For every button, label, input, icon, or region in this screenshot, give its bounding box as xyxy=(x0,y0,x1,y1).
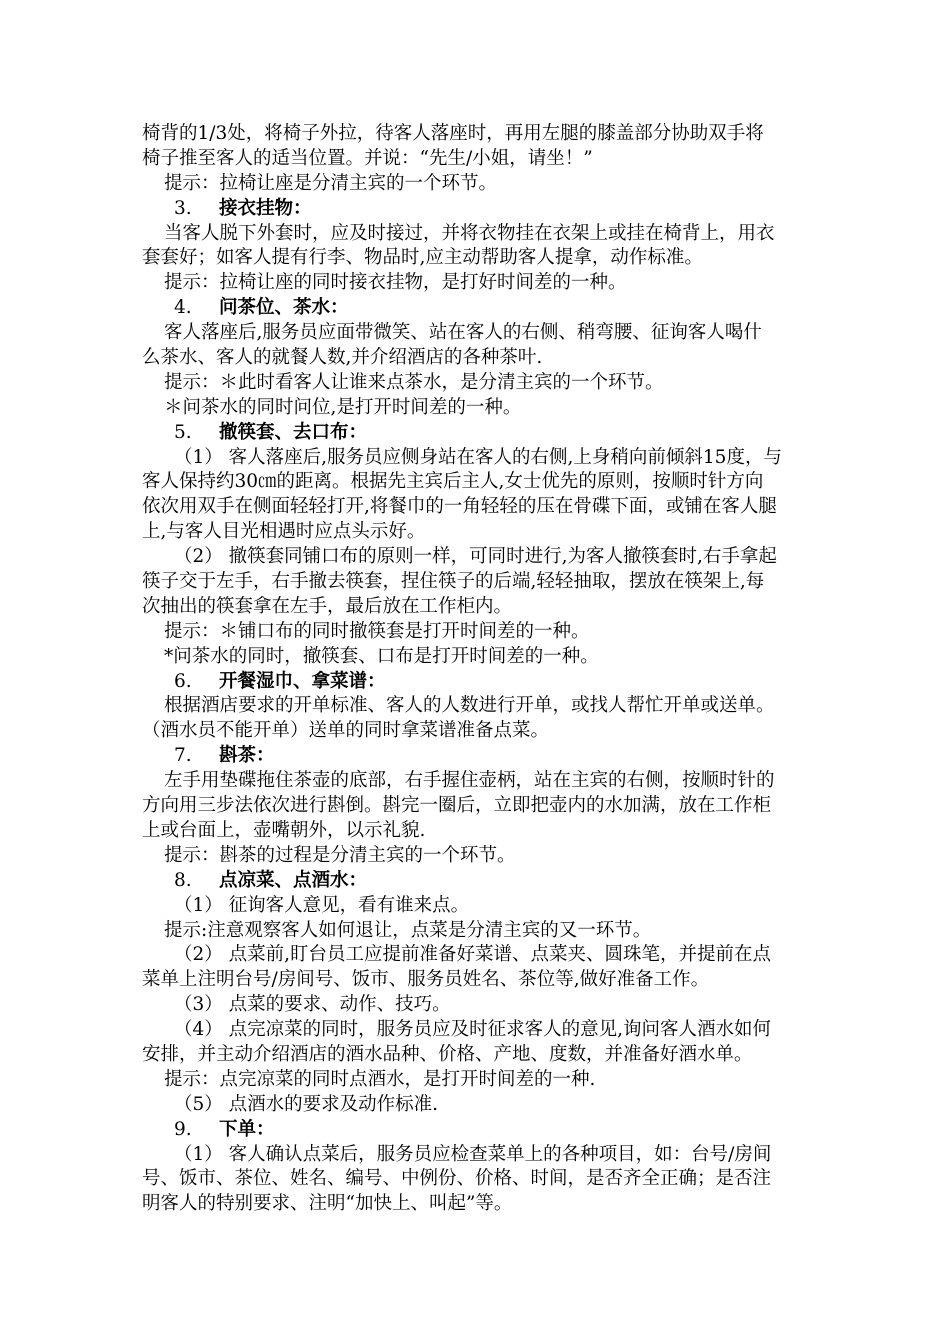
paragraph-line: 提示：＊铺口布的同时撤筷套是打开时间差的一种。 xyxy=(164,620,590,642)
paragraph-line: 么茶水、客人的就餐人数,并介绍酒店的各种茶叶. xyxy=(142,347,543,369)
paragraph-line: 提示：拉椅让座的同时接衣挂物，是打好时间差的一种。 xyxy=(164,272,627,294)
document-body xyxy=(142,122,814,1217)
section-number: 5. xyxy=(174,421,192,443)
paragraph-line: 客人落座后,服务员应面带微笑、站在客人的右侧、稍弯腰、征询客人喝什 xyxy=(164,322,762,344)
paragraph-line: （1） 客人确认点菜后，服务员应检查菜单上的各种项目，如：台号/房间 xyxy=(174,1143,772,1165)
paragraph-line: （酒水员不能开单）送单的同时拿菜谱准备点菜。 xyxy=(142,720,550,742)
paragraph-line: 提示:注意观察客人如何退让，点菜是分清主宾的又一环节。 xyxy=(164,919,652,941)
section-heading xyxy=(142,744,814,769)
paragraph-line: 根据酒店要求的开单标准、客人的人数进行开单，或找人帮忙开单或送单。 xyxy=(164,695,775,717)
section-heading xyxy=(142,869,814,894)
paragraph-line: 筷子交于左手，右手撤去筷套，捏住筷子的后端,轻轻抽取，摆放在筷架上,每 xyxy=(142,571,765,593)
section-heading xyxy=(142,296,814,321)
section-title: 点凉菜、点酒水： xyxy=(219,869,368,891)
paragraph-line: 当客人脱下外套时，应及时接过，并将衣物挂在衣架上或挂在椅背上，用衣 xyxy=(164,222,775,244)
paragraph-line: （1） 客人落座后,服务员应侧身站在客人的右侧,上身稍向前倾斜15度，与 xyxy=(174,446,782,468)
section-number: 6. xyxy=(174,670,192,692)
paragraph-line: 提示：斟茶的过程是分清主宾的一个环节。 xyxy=(164,844,516,866)
paragraph-line: （1） 征询客人意见，看有谁来点。 xyxy=(174,894,470,916)
section-heading xyxy=(142,421,814,446)
section-number: 7. xyxy=(174,745,192,767)
paragraph-line: （2） 撤筷套同铺口布的原则一样，可同时进行,为客人撤筷套时,右手拿起 xyxy=(174,546,777,568)
section-number: 8. xyxy=(174,869,192,891)
section-title: 问茶位、茶水： xyxy=(219,297,349,319)
section-heading xyxy=(142,1118,814,1143)
paragraph-line: ＊问茶水的同时问位,是打开时间差的一种。 xyxy=(164,396,522,418)
paragraph-line: 上,与客人目光相遇时应点头示好。 xyxy=(142,521,426,543)
paragraph-line: 号、饭市、茶位、姓名、编号、中例份、价格、时间，是否齐全正确；是否注 xyxy=(142,1168,772,1190)
paragraph-line: 依次用双手在侧面轻轻打开,将餐巾的一角轻轻的压在骨碟下面，或铺在客人腿 xyxy=(142,496,777,518)
paragraph-line: *问茶水的同时，撤筷套、口布是打开时间差的一种。 xyxy=(164,645,599,667)
paragraph-line: （2） 点菜前,盯台员工应提前准备好菜谱、点菜夹、圆珠笔，并提前在点 xyxy=(174,944,772,966)
section-title: 开餐湿巾、拿菜谱： xyxy=(219,670,386,692)
paragraph-line: 菜单上注明台号/房间号、饭市、服务员姓名、茶位等,做好准备工作。 xyxy=(142,969,710,991)
paragraph-line: 明客人的特别要求、注明“加快上、叫起”等。 xyxy=(142,1193,513,1215)
paragraph-line: 椅背的1/3处，将椅子外拉，待客人落座时，再用左腿的膝盖部分协助双手将 xyxy=(142,123,764,144)
section-title: 接衣挂物： xyxy=(219,197,312,219)
paragraph-line: 安排，并主动介绍酒店的酒水品种、价格、产地、度数，并准备好酒水单。 xyxy=(142,1043,753,1065)
section-title: 撤筷套、去口布： xyxy=(219,421,368,443)
paragraph-line: 提示：拉椅让座是分清主宾的一个环节。 xyxy=(164,172,498,194)
section-title: 斟茶： xyxy=(219,745,275,767)
paragraph-line: 左手用垫碟拖住茶壶的底部，右手握住壶柄，站在主宾的右侧，按顺时针的 xyxy=(164,770,775,792)
section-title: 下单： xyxy=(219,1118,275,1140)
paragraph-line: 提示：＊此时看客人让谁来点茶水，是分清主宾的一个环节。 xyxy=(164,371,664,393)
paragraph-line: （4） 点完凉菜的同时，服务员应及时征求客人的意见,询问客人酒水如何 xyxy=(174,1019,772,1041)
paragraph-line: 提示：点完凉菜的同时点酒水，是打开时间差的一种. xyxy=(164,1068,596,1090)
paragraph-line: 上或台面上，壶嘴朝外，以示礼貌. xyxy=(142,819,426,841)
paragraph-line: 套套好；如客人提有行李、物品时,应主动帮助客人提拿，动作标准。 xyxy=(142,247,703,269)
paragraph-line: （3） 点菜的要求、动作、技巧。 xyxy=(174,994,451,1016)
section-heading xyxy=(142,197,814,222)
section-number: 9. xyxy=(174,1118,192,1140)
paragraph-line: 客人保持约30㎝的距离。根据先主宾后主人,女士优先的原则，按顺时针方向 xyxy=(142,471,764,493)
section-number: 4. xyxy=(174,297,192,319)
section-number: 3. xyxy=(174,197,192,219)
paragraph-line: （5） 点酒水的要求及动作标准. xyxy=(174,1093,439,1115)
paragraph-line: 方向用三步法依次进行斟倒。斟完一圈后，立即把壶内的水加满，放在工作柜 xyxy=(142,795,772,817)
section-heading xyxy=(142,670,814,695)
paragraph-line: 次抽出的筷套拿在左手，最后放在工作柜内。 xyxy=(142,595,513,617)
paragraph-line: 椅子推至客人的适当位置。并说：“先生/小姐，请坐！” xyxy=(142,147,593,169)
